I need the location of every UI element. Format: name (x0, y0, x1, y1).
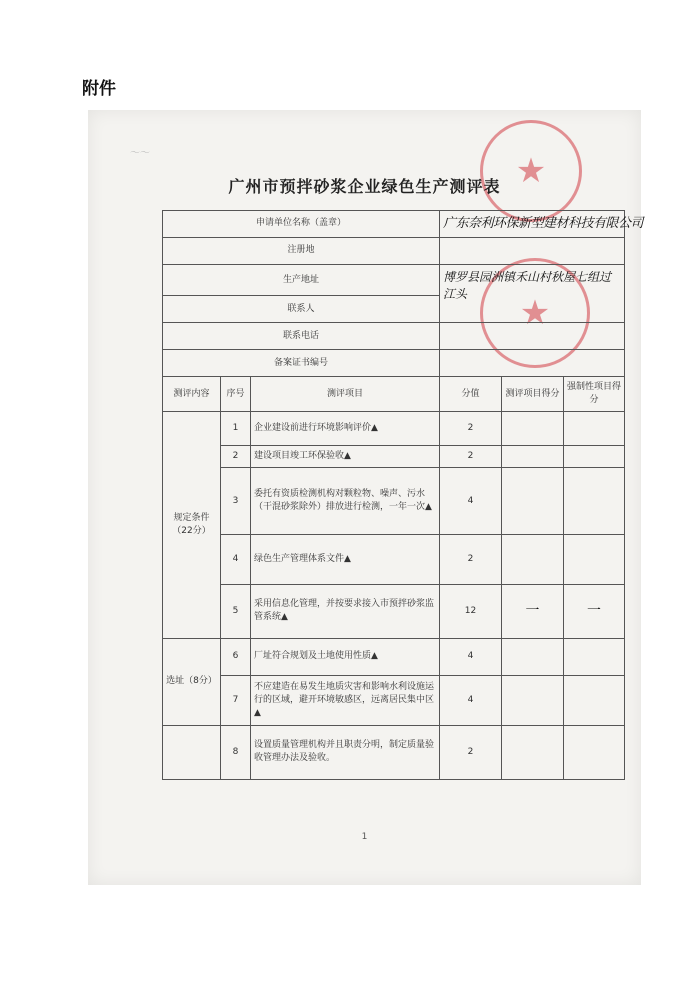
field-label: 注册地 (163, 237, 440, 264)
phone-value (440, 323, 625, 350)
item-number: 6 (221, 638, 251, 675)
column-header: 测评项目得分 (502, 377, 564, 412)
eval-score (502, 676, 564, 726)
registered-address-value (440, 237, 625, 264)
item-score: 2 (440, 725, 502, 779)
mandatory-score (564, 412, 625, 445)
item-number: 1 (221, 412, 251, 445)
table-row (163, 412, 625, 445)
eval-score (502, 638, 564, 675)
eval-score (502, 412, 564, 445)
item-number: 3 (221, 468, 251, 534)
applicant-name-value: 广东奈利环保新型建材科技有限公司 (440, 211, 625, 238)
table-row (163, 445, 625, 468)
table-row (163, 211, 625, 238)
section-label: 规定条件（22分） (163, 412, 221, 638)
section-label (163, 725, 221, 779)
eval-score (502, 725, 564, 779)
mandatory-score (564, 638, 625, 675)
form-title: 广州市预拌砂浆企业绿色生产测评表 (228, 177, 501, 196)
table-row (163, 676, 625, 726)
item-text: 企业建设前进行环境影响评价▲ (251, 412, 440, 445)
evaluation-table (162, 210, 644, 780)
field-label: 申请单位名称（盖章） (163, 211, 440, 238)
mandatory-score (564, 725, 625, 779)
eval-score (502, 468, 564, 534)
item-number: 7 (221, 676, 251, 726)
item-score: 4 (440, 638, 502, 675)
production-address-value: 博罗县园洲镇禾山村秋屋七组过江头 (440, 264, 625, 322)
item-score: 12 (440, 584, 502, 638)
field-label: 生产地址 (163, 264, 440, 295)
seal-star-icon: ★ (519, 293, 551, 333)
table-row (163, 534, 625, 584)
seal-star-icon: ★ (515, 151, 547, 191)
attachment-label: 附件 (82, 79, 116, 99)
item-score: 4 (440, 468, 502, 534)
table-header-row (163, 377, 625, 412)
table-row (163, 725, 625, 779)
table-row (163, 237, 625, 264)
item-text: 委托有资质检测机构对颗粒物、噪声、污水（干混砂浆除外）排放进行检测，一年一次▲ (251, 468, 440, 534)
item-score: 4 (440, 676, 502, 726)
item-text: 采用信息化管理，并按要求接入市预拌砂浆监管系统▲ (251, 584, 440, 638)
column-header: 序号 (221, 377, 251, 412)
scanned-page (88, 110, 644, 885)
table-row (163, 468, 625, 534)
page-number: 1 (361, 832, 368, 842)
field-label: 联系电话 (163, 323, 440, 350)
item-number: 4 (221, 534, 251, 584)
item-number: 8 (221, 725, 251, 779)
item-number: 2 (221, 445, 251, 468)
field-label: 备案证书编号 (163, 350, 440, 377)
column-header: 强制性项目得分 (564, 377, 625, 412)
scan-smudge: 〜〜 (130, 148, 150, 159)
eval-score (502, 445, 564, 468)
table-row (163, 584, 625, 638)
table-row (163, 638, 625, 675)
red-seal-stamp (480, 120, 582, 222)
eval-score: 一 (502, 584, 564, 638)
table-row (163, 350, 625, 377)
certificate-number-value (440, 350, 625, 377)
column-header: 分值 (440, 377, 502, 412)
mandatory-score (564, 468, 625, 534)
item-text: 建设项目竣工环保验收▲ (251, 445, 440, 468)
column-header: 测评内容 (163, 377, 221, 412)
column-header: 测评项目 (251, 377, 440, 412)
item-score: 2 (440, 445, 502, 468)
item-number: 5 (221, 584, 251, 638)
section-label: 选址（8分） (163, 638, 221, 725)
mandatory-score (564, 445, 625, 468)
item-text: 厂址符合规划及土地使用性质▲ (251, 638, 440, 675)
mandatory-score (564, 534, 625, 584)
eval-score (502, 534, 564, 584)
mandatory-score: 一 (564, 584, 625, 638)
item-text: 不应建造在易发生地质灾害和影响水利设施运行的区域，避开环境敏感区，远离居民集中区▲ (251, 676, 440, 726)
table-row (163, 264, 625, 295)
mandatory-score (564, 676, 625, 726)
item-text: 设置质量管理机构并且职责分明，制定质量验收管理办法及验收。 (251, 725, 440, 779)
table-row (163, 323, 625, 350)
item-text: 绿色生产管理体系文件▲ (251, 534, 440, 584)
item-score: 2 (440, 534, 502, 584)
field-label: 联系人 (163, 296, 440, 323)
item-score: 2 (440, 412, 502, 445)
